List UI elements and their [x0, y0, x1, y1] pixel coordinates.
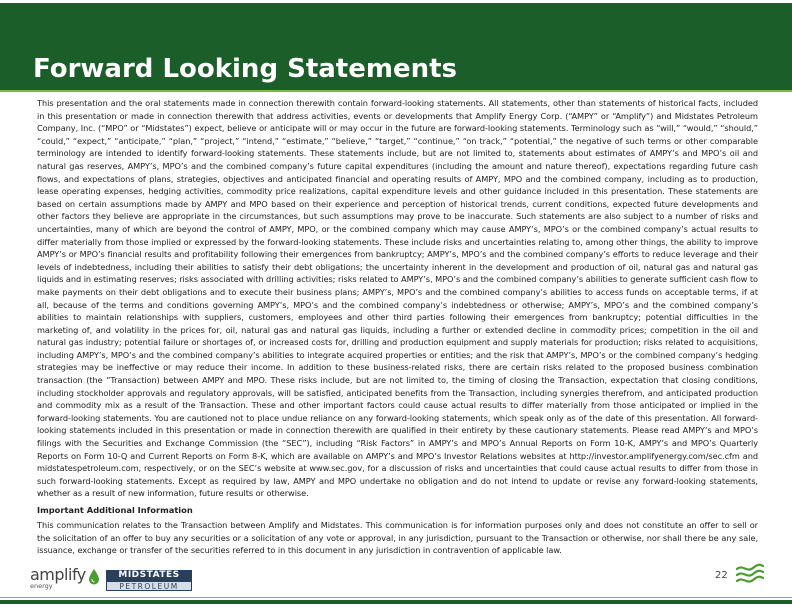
midstates-logo-top: MIDSTATES	[106, 570, 192, 581]
additional-info-heading: Important Additional Information	[37, 505, 193, 515]
footer-accent-line	[0, 597, 792, 598]
footer-bar	[0, 600, 792, 604]
amplify-logo	[30, 565, 88, 593]
forward-looking-paragraph: This presentation and the oral statements made in connection therewith contain forward-looking statements. All statements, other than statements of historical facts, included in this presentation or made in connection therewith that address activities, events or developments that Amplify Energy Corp. (“AMPY” or “Amplify”) and Midstates Petroleum Company, Inc. (“MPO” or “Midstates”) expect, believe or anticipate will or may occur in the future are forward-looking statements. Terminology such as “will,” “would,” “should,” “could,” “expect,” “anticipate,” “plan,” “project,” “intend,” “estimate,” “believe,” “target,” “continue,” “on track,” “potential,” the negative of such terms or other comparable terminology are intended to identify forward-looking statements. These statements include, but are not limited to, statements about estimates of AMPY’s and MPO’s oil and natural gas reserves, AMPY’s, MPO’s and the combined company’s future capital expenditures (including the amount and nature thereof), expectations regarding future cash flows, and expectations of plans, strategies, objectives and anticipated financial and operating results of AMPY, MPO and the combined company, including as to production, lease operating expenses, hedging activities, commodity price realizations, capital expenditure levels and other guidance included in this presentation. These statements are based on certain assumptions made by AMPY and MPO based on their experience and perception of historical trends, current conditions, expected future developments and other factors they believe are appropriate in the circumstances, but such assumptions may prove to be inaccurate. Such statements are also subject to a number of risks and uncertainties, many of which are beyond the control of AMPY, MPO, or the combined company which may cause AMPY’s, MPO’s or the combined company’s actual results to differ materially from those implied or expressed by the forward-looking statements. These include risks and uncertainties relating to, among other things, the ability to improve AMPY’s or MPO’s financial results and profitability following their emergences from bankruptcy; AMPY’s, MPO’s and the combined company’s efforts to reduce leverage and their levels of indebtedness, including their abilities to satisfy their debt obligations; the uncertainty inherent in the development and production of oil, natural gas and natural gas liquids and in estimating reserves; risks associated with drilling activities; risks related to AMPY’s, MPO’s and the combined company’s abilities to generate sufficient cash flow to make payments on their debt obligations and to execute their business plans; AMPY’s, MPO’s and the combined company’s abilities to access funds on acceptable terms, if at all, because of the terms and conditions governing AMPY’s, MPO’s and the combined company’s indebtedness or otherwise; AMPY’s, MPO’s and the combined company’s abilities to maintain relationships with suppliers, customers, employees and other third parties following their emergences from bankruptcy; potential difficulties in the marketing of, and volatility in the prices for, oil, natural gas and natural gas liquids, including a further or extended decline in commodity prices; competition in the oil and natural gas industry; potential failure or shortages of, or increased costs for, drilling and production equipment and supply materials for production; risks related to acquisitions, including AMPY’s, MPO’s and the combined company’s abilities to integrate acquired properties or entities; and the risk that AMPY’s, MPO’s or the combined company’s hedging strategies may be ineffective or may reduce their income. In addition to these business-related risks, there are certain risks related to the proposed business combination transaction (the “Transaction) between AMPY and MPO. These risks include, but are not limited to, the timing of closing the Transaction, expectation that closing conditions, including stockholder approvals and regulatory approvals, will be satisfied, anticipated benefits from the Transaction, including synergies therefrom, and anticipated production and commodity mix as a result of the Transaction. These and other important factors could cause actual results to differ materially from those anticipated or implied in the forward-looking statements. You are cautioned not to place undue reliance on any forward-looking statements, which speak only as of the date of this presentation. All forward-looking statements included in this presentation or made in connection therewith are qualified in their entirety by these cautionary statements. Please read AMPY’s and MPO’s filings with the Securities and Exchange Commission (the “SEC”), including “Risk Factors” in AMPY’s and MPO’s Annual Reports on Form 10-K, AMPY’s and MPO’s Quarterly Reports on Form 10-Q and Current Reports on Form 8-K, which are available on AMPY’s and MPO’s Investor Relations websites at http://investor.amplifyenergy.com/sec.cfm and midstatespetroleum.com, respectively, or on the SEC’s website at www.sec.gov, for a discussion of risks and uncertainties that could cause actual results to differ from those in such forward-looking statements. Except as required by law, AMPY and MPO undertake no obligation and do not intend to update or revise any forward-looking statements, whether as a result of new information, future results or otherwise.	[37, 98, 758, 499]
midstates-logo-bottom: PETROLEUM	[106, 581, 192, 591]
wave-lines-icon	[735, 563, 765, 585]
title-divider	[0, 90, 792, 92]
additional-info-paragraph: This communication relates to the Transaction between Amplify and Midstates. This communication is for information purposes only and does not constitute an offer to sell or the solicitation of an offer to buy any securities or a solicitation of any vote or approval, in any jurisdiction, pursuant to the Transaction or otherwise, nor shall there be any sale, issuance, exchange or transfer of the securities referred to in this document in any jurisdiction in contravention of applicable law.	[37, 520, 758, 556]
body-text	[37, 97, 758, 557]
midstates-logo	[106, 570, 192, 592]
amplify-logo-subtext: energy	[30, 582, 53, 590]
amplify-droplet-icon	[88, 568, 100, 586]
page-number: 22	[715, 570, 728, 581]
page-title: Forward Looking Statements	[33, 54, 458, 84]
amplify-logo-wordmark: amplify	[30, 565, 86, 584]
